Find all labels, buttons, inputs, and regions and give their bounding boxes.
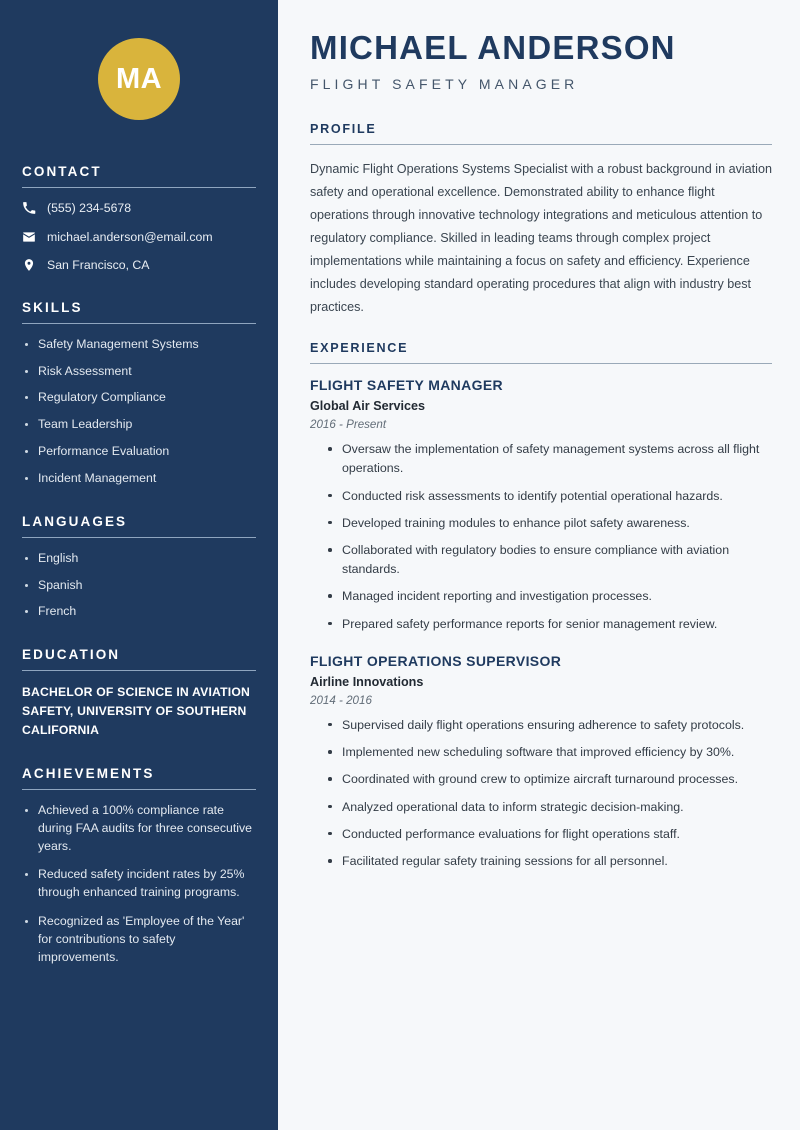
experience-company: Airline Innovations (310, 674, 424, 689)
achievements-list (22, 802, 256, 967)
contact-divider (22, 187, 256, 188)
list-item: Spanish (22, 577, 256, 595)
page-title: MICHAEL ANDERSON (310, 29, 676, 66)
location-pin-icon (22, 258, 36, 272)
list-item: Coordinated with ground crew to optimize aircraft turnaround processes. (328, 770, 772, 789)
experience-divider (310, 363, 772, 364)
list-item: Developed training modules to enhance pilot safety awareness. (328, 514, 772, 533)
contact-location-value: San Francisco, CA (47, 258, 150, 273)
list-item: Achieved a 100% compliance rate during FAA audits for three consecutive years. (22, 802, 256, 855)
languages-list (22, 550, 256, 621)
sidebar (0, 0, 278, 1130)
achievements-section (22, 766, 256, 967)
experience-section (310, 341, 772, 871)
achievements-heading: ACHIEVEMENTS (22, 765, 155, 781)
list-item: English (22, 550, 256, 568)
list-item: Safety Management Systems (22, 336, 256, 354)
experience-entry (310, 377, 772, 634)
languages-heading: LANGUAGES (22, 513, 128, 529)
experience-role: FLIGHT SAFETY MANAGER (310, 377, 503, 394)
job-title-subtitle: FLIGHT SAFETY MANAGER (310, 75, 579, 92)
phone-icon (22, 201, 36, 215)
list-item: Recognized as 'Employee of the Year' for contributions to safety improvements. (22, 913, 256, 966)
skills-section (22, 300, 256, 488)
list-item: Collaborated with regulatory bodies to ensure compliance with aviation standards. (328, 541, 772, 579)
education-heading: EDUCATION (22, 647, 121, 663)
contact-email-value: michael.anderson@email.com (47, 229, 213, 244)
achievements-divider (22, 789, 256, 790)
list-item: Risk Assessment (22, 363, 256, 381)
contact-item-phone (22, 200, 256, 217)
education-section (22, 647, 256, 740)
list-item: French (22, 603, 256, 621)
list-item: Prepared safety performance reports for senior management review. (328, 615, 772, 634)
list-item: Regulatory Compliance (22, 389, 256, 407)
experience-dates: 2014 - 2016 (310, 693, 372, 707)
avatar: MA (98, 38, 180, 120)
skills-divider (22, 323, 256, 324)
contact-item-location (22, 257, 256, 274)
contact-phone-value: (555) 234-5678 (47, 201, 132, 215)
list-item: Implemented new scheduling software that improved efficiency by 30%. (328, 743, 772, 762)
list-item: Supervised daily flight operations ensuring adherence to safety protocols. (328, 716, 772, 735)
list-item: Performance Evaluation (22, 443, 256, 461)
list-item: Team Leadership (22, 416, 256, 434)
profile-heading: PROFILE (310, 121, 377, 136)
contact-heading: CONTACT (22, 164, 102, 179)
profile-section (310, 122, 772, 319)
list-item: Reduced safety incident rates by 25% through enhanced training programs. (22, 866, 256, 902)
list-item: Managed incident reporting and investigation processes. (328, 587, 772, 606)
contact-item-email (22, 229, 256, 246)
experience-heading: EXPERIENCE (310, 341, 409, 356)
list-item: Facilitated regular safety training sessions for all personnel. (328, 852, 772, 871)
envelope-icon (22, 230, 36, 244)
skills-heading: SKILLS (22, 299, 83, 315)
skills-list (22, 336, 256, 488)
contact-section (22, 164, 256, 274)
main-content (278, 0, 800, 1130)
list-item: Conducted risk assessments to identify potential operational hazards. (328, 487, 772, 506)
list-item: Conducted performance evaluations for flight operations staff. (328, 825, 772, 844)
experience-role: FLIGHT OPERATIONS SUPERVISOR (310, 652, 562, 669)
list-item: Incident Management (22, 470, 256, 488)
experience-bullet-list (310, 440, 772, 634)
list-item: Oversaw the implementation of safety management systems across all flight operations. (328, 440, 772, 478)
languages-divider (22, 537, 256, 538)
experience-company: Global Air Services (310, 399, 426, 414)
experience-entry (310, 653, 772, 871)
profile-text: Dynamic Flight Operations Systems Specialist with a robust background in aviation safety and operational excellence. Demonstrated ability to enhance flight operations through innovative technology integrations and meticulous attention to regulatory compliance. Skilled in leading teams through complex project implementations while maintaining a focus on safety and efficiency. Experience includes developing standard operating procedures that align with industry best practices. (310, 161, 772, 315)
experience-dates: 2016 - Present (310, 418, 387, 432)
profile-divider (310, 144, 772, 145)
education-item: BACHELOR OF SCIENCE IN AVIATION SAFETY, UNIVERSITY OF SOUTHERN CALIFORNIA (22, 685, 251, 738)
avatar-container (22, 0, 256, 164)
list-item: Analyzed operational data to inform strategic decision-making. (328, 798, 772, 817)
languages-section (22, 514, 256, 621)
experience-bullet-list (310, 716, 772, 871)
education-divider (22, 670, 256, 671)
